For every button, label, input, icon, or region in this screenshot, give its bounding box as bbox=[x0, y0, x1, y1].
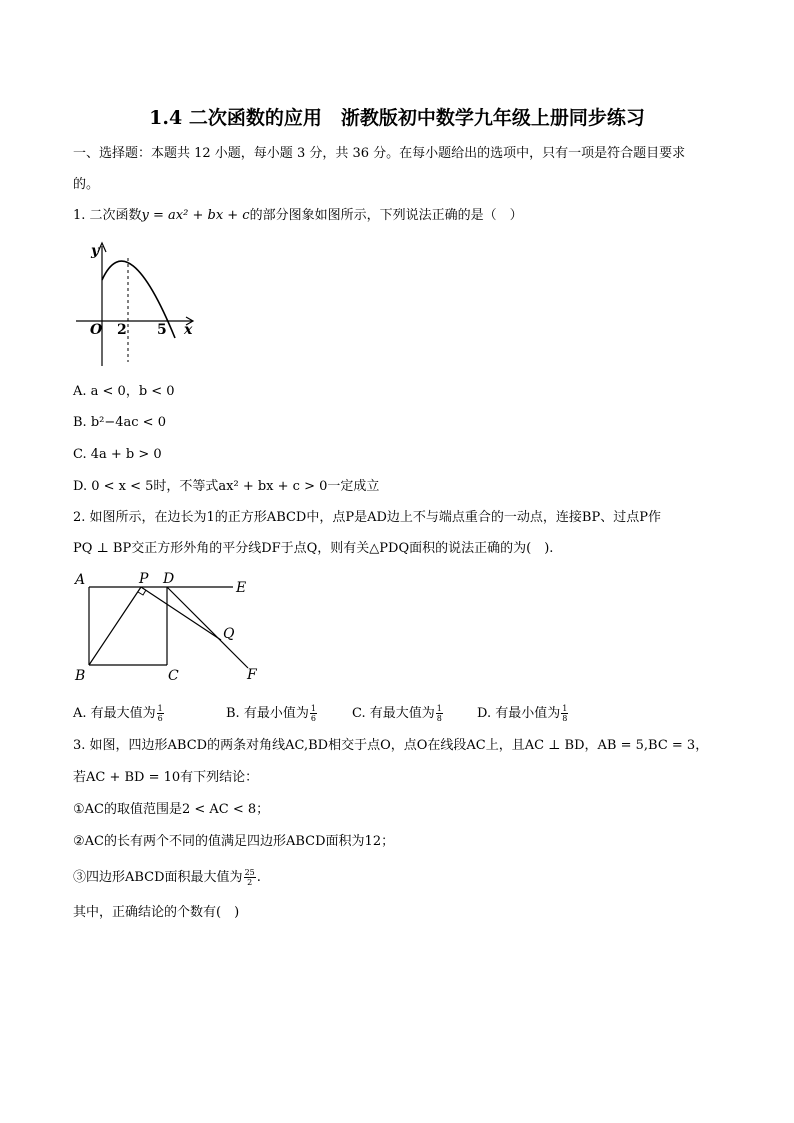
q2-option-c bbox=[352, 704, 444, 723]
q2-label-f: F bbox=[247, 667, 257, 683]
q2-label-c: C bbox=[168, 668, 179, 684]
q2-label-a: A bbox=[75, 572, 86, 588]
q2-label-b: B bbox=[75, 668, 86, 684]
q1-option-a: A. a < 0，b < 0 bbox=[73, 384, 175, 399]
q2-stem-line2: PQ ⊥ BP交正方形外角的平分线DF于点Q，则有关△PDQ面积的说法正确的为( ). bbox=[73, 541, 554, 556]
q2-option-a-text: A. 有最大值为 bbox=[73, 706, 156, 721]
q2-option-b-numerator: 1 bbox=[310, 704, 316, 713]
q3-conclusion-2: ②AC的长有两个不同的值满足四边形ABCD面积为12； bbox=[73, 834, 395, 849]
q3-question: 其中，正确结论的个数有( ) bbox=[73, 905, 240, 920]
q2-option-d-numerator: 1 bbox=[562, 704, 568, 713]
q2-segment-bp bbox=[89, 587, 141, 665]
q1-option-b: B. b²−4ac < 0 bbox=[73, 415, 166, 430]
q3-conclusion-3 bbox=[73, 868, 261, 887]
q2-option-a-fraction bbox=[157, 704, 164, 723]
q2-option-b bbox=[226, 704, 318, 723]
q3-conclusion-3-fraction bbox=[244, 868, 256, 887]
q2-option-c-denominator: 8 bbox=[436, 714, 442, 723]
q2-option-a-numerator: 1 bbox=[157, 704, 163, 713]
q2-bisector-df bbox=[167, 587, 248, 668]
q2-option-c-text: C. 有最大值为 bbox=[352, 706, 435, 721]
q2-option-b-fraction bbox=[310, 704, 317, 723]
q1-stem-pre: 1. 二次函数 bbox=[73, 208, 142, 223]
q2-label-p: P bbox=[139, 571, 149, 587]
q2-square-figure bbox=[70, 568, 270, 686]
q1-stem bbox=[73, 208, 523, 224]
q1-formula: y = ax² + bx + c bbox=[141, 208, 250, 223]
q3-stem-line1: 3. 如图，四边形ABCD的两条对角线AC,BD相交于点O，点O在线段AC上，且AC ⊥ BD，AB = 5,BC = 3， bbox=[73, 738, 709, 753]
q3-conclusion-3-period: . bbox=[256, 870, 261, 885]
q2-option-d-denominator: 8 bbox=[562, 714, 568, 723]
q2-label-d: D bbox=[163, 571, 175, 587]
q3-stem-line2: 若AC + BD = 10有下列结论： bbox=[73, 770, 259, 785]
q2-option-a bbox=[73, 704, 165, 723]
q3-conclusion-3-denominator: 2 bbox=[247, 878, 253, 887]
q2-option-b-denominator: 6 bbox=[310, 714, 316, 723]
q1-option-c: C. 4a + b > 0 bbox=[73, 447, 162, 462]
q1-x-label: x bbox=[184, 322, 193, 338]
section-instructions-line2: 的。 bbox=[73, 177, 100, 192]
q1-tick-5: 5 bbox=[157, 322, 167, 338]
q2-option-d-text: D. 有最小值为 bbox=[477, 706, 561, 721]
q1-tick-2: 2 bbox=[117, 322, 127, 338]
section-instructions-line1: 一、选择题：本题共 12 小题，每小题 3 分，共 36 分。在每小题给出的选项中，只有一项是符合题目要求 bbox=[73, 146, 686, 161]
q1-stem-post: 的部分图象如图所示，下列说法正确的是（ ） bbox=[249, 208, 523, 223]
q3-conclusion-3-text: ③四边形ABCD面积最大值为 bbox=[73, 870, 243, 885]
q1-origin-label: O bbox=[90, 322, 103, 338]
q2-option-d-fraction bbox=[561, 704, 568, 723]
page-title: 1.4 二次函数的应用 浙教版初中数学九年级上册同步练习 bbox=[149, 107, 645, 129]
q2-label-e: E bbox=[236, 580, 247, 596]
q1-option-d: D. 0 < x < 5时，不等式ax² + bx + c > 0一定成立 bbox=[73, 479, 380, 494]
q1-y-label: y bbox=[91, 243, 100, 259]
q2-stem-line1: 2. 如图所示，在边长为1的正方形ABCD中，点P是AD边上不与端点重合的一动点，连接BP、过点P作 bbox=[73, 510, 661, 525]
q2-option-c-numerator: 1 bbox=[436, 704, 442, 713]
q3-conclusion-1: ①AC的取值范围是2 < AC < 8； bbox=[73, 802, 270, 817]
q2-option-c-fraction bbox=[436, 704, 443, 723]
q2-option-b-text: B. 有最小值为 bbox=[226, 706, 309, 721]
q3-conclusion-3-numerator: 25 bbox=[244, 868, 255, 877]
q2-option-a-denominator: 6 bbox=[157, 714, 163, 723]
q1-parabola-graph bbox=[74, 238, 198, 368]
q2-segment-pq bbox=[141, 587, 221, 640]
q2-option-d bbox=[477, 704, 569, 723]
q2-label-q: Q bbox=[223, 626, 235, 642]
